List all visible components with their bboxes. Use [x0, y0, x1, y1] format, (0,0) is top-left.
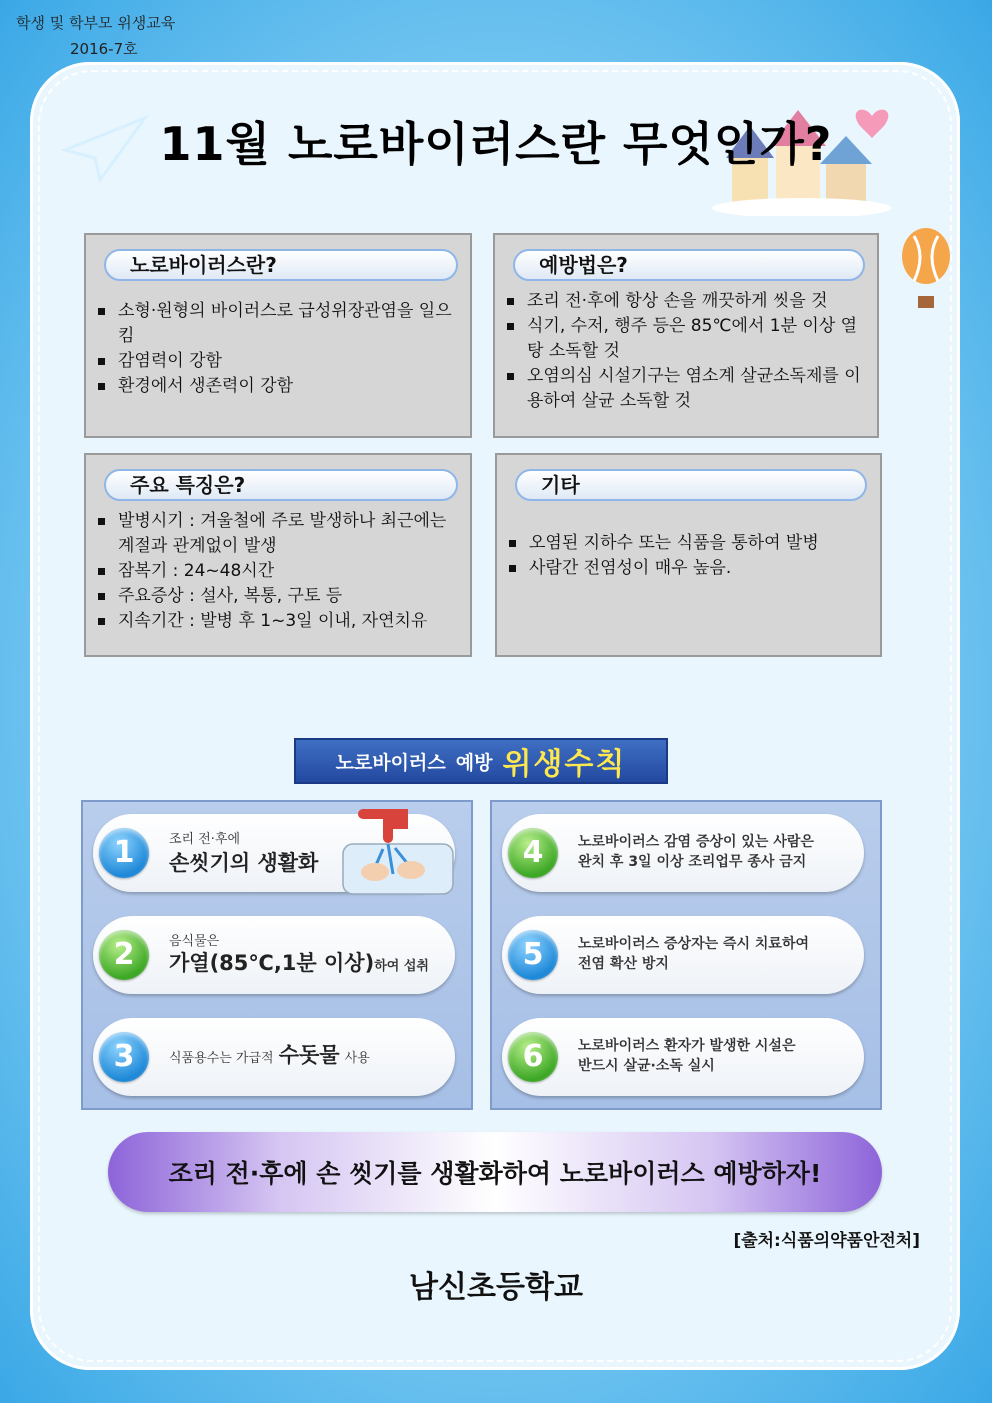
rule-text: 노로바이러스 감염 증상이 있는 사람은: [578, 834, 814, 850]
issue-number: 2016-7호: [70, 40, 138, 58]
source-citation: [출처:식품의약품안전처]: [733, 1231, 920, 1251]
rule-text: 노로바이러스 환자가 발생한 시설은: [578, 1038, 796, 1054]
banner-emphasis: 위생수칙: [502, 747, 627, 782]
rule-number: 2: [99, 930, 149, 980]
list-item: 발병시기 : 겨울철에 주로 발생하나 최근에는 계절과 관계없이 발생: [98, 509, 458, 559]
section-list: [507, 289, 873, 414]
rule-item: [502, 916, 864, 994]
rule-item: [93, 1018, 455, 1096]
section-features: [84, 453, 472, 657]
rule-text: 반드시 살균·소독 실시: [578, 1058, 715, 1074]
list-item: 소형·원형의 바이러스로 급성위장관염을 일으킴: [98, 299, 453, 349]
list-item: 식기, 수저, 행주 등은 85℃에서 1분 이상 열탕 소독할 것: [507, 314, 873, 364]
school-name: 남신초등학교: [409, 1270, 583, 1305]
banner-text: 예방: [455, 751, 493, 774]
handwashing-icon: [333, 804, 463, 898]
list-item: 지속기간 : 발병 후 1~3일 이내, 자연치유: [98, 609, 458, 634]
section-heading: 주요 특징은?: [104, 469, 458, 501]
list-item: 오염된 지하수 또는 식품을 통하여 발병: [509, 531, 875, 556]
newsletter-category: 학생 및 학부모 위생교육: [16, 14, 176, 32]
rule-text: 사용: [344, 1051, 370, 1066]
rule-text: 식품용수는 가급적: [169, 1051, 274, 1066]
rule-number: 4: [508, 828, 558, 878]
rule-text: 완치 후 3일 이상 조리업무 종사 금지: [578, 854, 807, 870]
section-what: [84, 233, 472, 438]
section-list: [98, 299, 453, 399]
list-item: 사람간 전염성이 매우 높음.: [509, 556, 875, 581]
section-heading: 기타: [515, 469, 867, 501]
rule-item: [93, 916, 455, 994]
rule-number: 1: [99, 828, 149, 878]
rule-text: 수돗물: [278, 1043, 340, 1067]
rule-text: 가열(85℃,1분 이상): [169, 951, 375, 975]
section-heading: 노로바이러스란?: [104, 249, 458, 281]
rule-text: 조리 전·후에: [169, 832, 241, 847]
section-heading: 예방법은?: [513, 249, 865, 281]
page-title: 11월 노로바이러스란 무엇인가?: [159, 117, 833, 171]
hot-air-balloon-icon: [896, 226, 956, 316]
slogan-banner: 조리 전·후에 손 씻기를 생활화하여 노로바이러스 예방하자!: [108, 1132, 882, 1212]
list-item: 환경에서 생존력이 강함: [98, 374, 453, 399]
rules-panel-right: [490, 800, 882, 1110]
rule-item: [502, 1018, 864, 1096]
rule-number: 3: [99, 1032, 149, 1082]
rule-text-line: [169, 950, 429, 976]
rule-text: 음식물은: [169, 934, 220, 949]
rules-panel-left: [81, 800, 473, 1110]
rule-text: 하여 섭취: [374, 959, 429, 974]
rule-number: 6: [508, 1032, 558, 1082]
hygiene-rules-banner: [294, 738, 668, 784]
rule-text: 노로바이러스 증상자는 즉시 치료하여: [578, 936, 810, 952]
rule-text: 전염 확산 방지: [578, 956, 669, 972]
list-item: 오염의심 시설기구는 염소계 살균소독제를 이용하여 살균 소독할 것: [507, 364, 873, 414]
rule-text-line: [169, 1042, 370, 1068]
section-list: [98, 509, 458, 634]
rule-number: 5: [508, 930, 558, 980]
banner-text: 노로바이러스: [335, 751, 446, 774]
list-item: 주요증상 : 설사, 복통, 구토 등: [98, 584, 458, 609]
list-item: 잠복기 : 24~48시간: [98, 559, 458, 584]
section-prevention: [493, 233, 879, 438]
list-item: 감염력이 강함: [98, 349, 453, 374]
rule-text: 손씻기의 생활화: [169, 851, 319, 875]
rule-item: [93, 814, 455, 892]
rule-item: [502, 814, 864, 892]
list-item: 조리 전·후에 항상 손을 깨끗하게 씻을 것: [507, 289, 873, 314]
section-list: [509, 531, 875, 581]
section-etc: [495, 453, 882, 657]
